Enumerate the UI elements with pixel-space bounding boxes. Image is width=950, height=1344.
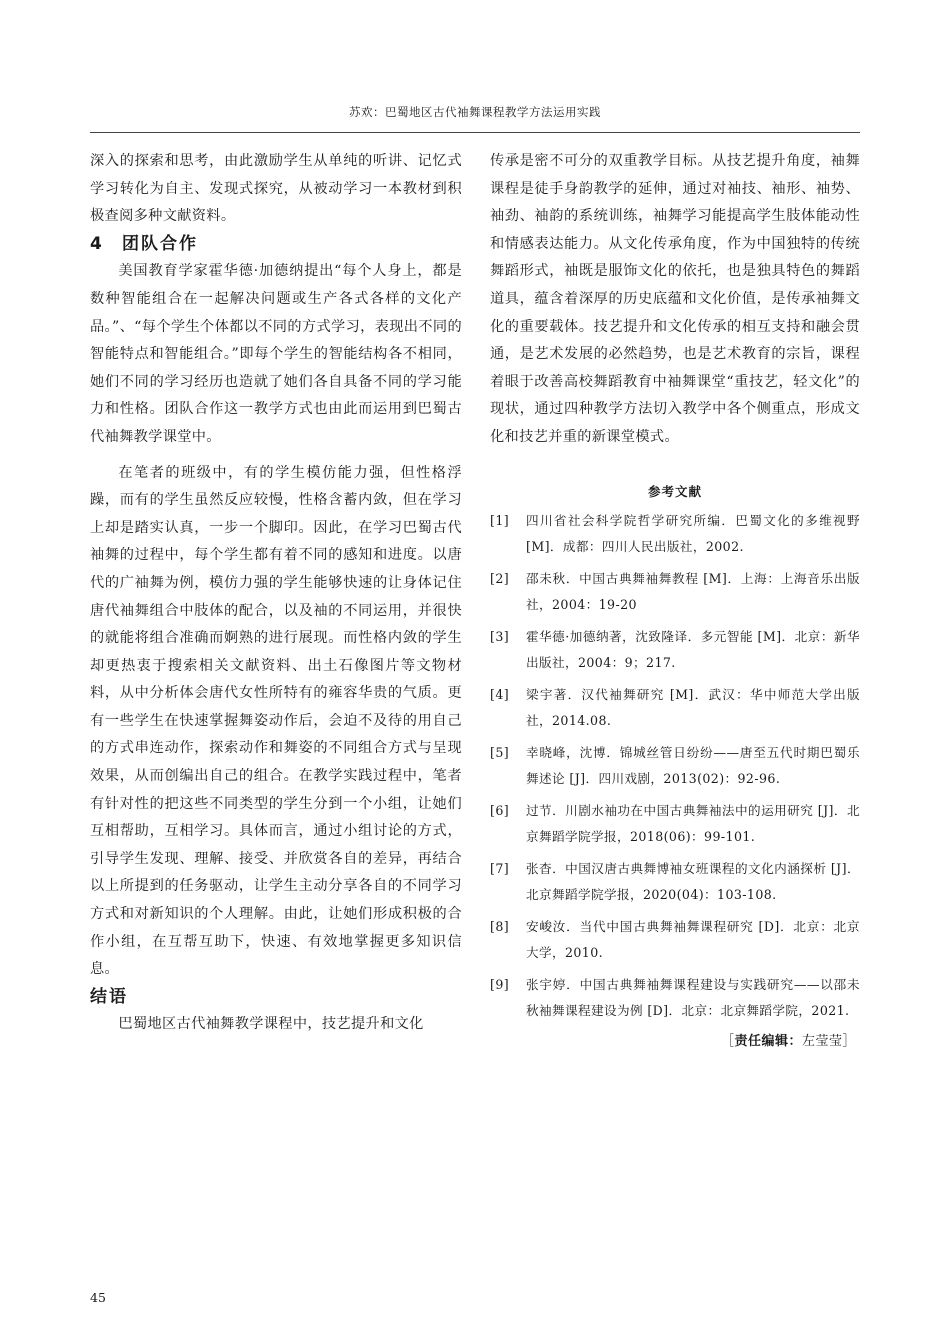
reference-item bbox=[490, 624, 860, 676]
running-title: 苏欢：巴蜀地区古代袖舞课程教学方法运用实践 bbox=[349, 105, 601, 119]
editor-label: 责任编辑： bbox=[734, 1033, 802, 1049]
paragraph-conclusion-cont: 传承是密不可分的双重教学目标。从技艺提升角度，袖舞课程是徒手身韵教学的延伸，通过对袖技、袖形、袖势、袖劲、袖韵的系统训练，袖舞学习能提高学生肢体能动性和情感表达能力。从文化传承角度，作为中国独特的传统舞蹈形式，袖既是服饰文化的依托，也是独具特色的舞蹈道具，蕴含着深厚的历史底蕴和文化价值，是传承袖舞文化的重要载体。技艺提升和文化传承的相互支持和融会贯通，是艺术发展的必然趋势，也是艺术教育的宗旨，课程着眼于改善高校舞蹈教育中袖舞课堂“重技艺，轻文化”的现状，通过四种教学方法切入教学中各个侧重点，形成文化和技艺并重的新课堂模式。 bbox=[490, 153, 860, 445]
editor-credit: ［责任编辑：左莹莹］ bbox=[720, 1033, 856, 1049]
reference-text: 过节．川剧水袖功在中国古典舞袖法中的运用研究 [J]．北京舞蹈学院学报，2018(06)：99-101. bbox=[526, 802, 860, 844]
right-column bbox=[490, 148, 860, 1049]
page-number: 45 bbox=[90, 1290, 106, 1305]
reference-item bbox=[490, 972, 860, 1024]
reference-text: 邵未秋．中国古典舞袖舞教程 [M]．上海：上海音乐出版社，2004：19-20 bbox=[526, 570, 860, 612]
section-title: 团队合作 bbox=[122, 233, 198, 254]
reference-text: 张杳．中国汉唐古典舞博袖女班课程的文化内涵探析 [J]．北京舞蹈学院学报，2020(04)：103-108. bbox=[526, 860, 860, 902]
header-rule bbox=[90, 132, 860, 133]
reference-number: [8] bbox=[490, 918, 510, 934]
reference-text: 幸晓峰，沈博．锦城丝管日纷纷——唐至五代时期巴蜀乐舞述论 [J]．四川戏剧，2013(02)：92-96. bbox=[526, 744, 860, 786]
reference-text: 安峻汝．当代中国古典舞袖舞课程研究 [D]．北京：北京大学，2010. bbox=[526, 918, 860, 960]
reference-text: 霍华德·加德纳著，沈致隆译．多元智能 [M]．北京：新华出版社，2004：9；217. bbox=[526, 628, 860, 670]
reference-item bbox=[490, 682, 860, 734]
reference-number: [1] bbox=[490, 512, 510, 528]
reference-text: 张宇婷．中国古典舞袖舞课程建设与实践研究——以邵未秋袖舞课程建设为例 [D]．北京：北京舞蹈学院，2021. bbox=[526, 976, 860, 1018]
reference-text: 梁宇著．汉代袖舞研究 [M]．武汉：华中师范大学出版社，2014.08. bbox=[526, 686, 860, 728]
section-number: 4 bbox=[90, 233, 102, 254]
reference-item bbox=[490, 914, 860, 966]
reference-item bbox=[490, 740, 860, 792]
editor-name: 左莹莹 bbox=[801, 1033, 843, 1049]
reference-number: [3] bbox=[490, 628, 510, 644]
references-list bbox=[490, 508, 860, 1024]
reference-text: 四川省社会科学院哲学研究所编．巴蜀文化的多维视野 [M]．成都：四川人民出版社，2002. bbox=[526, 512, 860, 554]
paragraph-conclusion-start: 巴蜀地区古代袖舞教学课程中，技艺提升和文化 bbox=[118, 1016, 424, 1033]
paragraph-class: 在笔者的班级中，有的学生模仿能力强，但性格浮躁，而有的学生虽然反应较慢，性格含蓄内敛，但在学习上却是踏实认真，一步一个脚印。因此，在学习巴蜀古代袖舞的过程中，每个学生都有着不同的感知和进度。以唐代的广袖舞为例，模仿力强的学生能够快速的让身体记住唐代袖舞组合中肢体的配合，以及袖的不同运用，并很快的就能将组合准确而婀熟的进行展现。而性格内敛的学生却更热衷于搜索相关文献资料、出土石像图片等文物材料，从中分析体会唐代女性所特有的雍容华贵的气质。更有一些学生在快速掌握舞姿动作后，会迫不及待的用自己的方式串连动作，探索动作和舞姿的不同组合方式与呈现效果，从而创编出自己的组合。在教学实践过程中，笔者有针对性的把这些不同类型的学生分到一个小组，让她们互相帮助，互相学习。具体而言，通过小组讨论的方式，引导学生发现、理解、接受、并欣赏各自的差异，再结合以上所提到的任务驱动，让学生主动分享各自的不同学习方式和对新知识的个人理解。由此，让她们形成积极的合作小组，在互帮互助下，快速、有效地掌握更多知识信息。 bbox=[90, 464, 462, 978]
reference-number: [2] bbox=[490, 570, 510, 586]
references-title: 参考文献 bbox=[647, 483, 702, 499]
paragraph-intro: 深入的探索和思考，由此激励学生从单纯的听讲、记忆式学习转化为自主、发现式探究，从被动学习一本教材到积极查阅多种文献资料。 bbox=[90, 153, 462, 225]
reference-item bbox=[490, 566, 860, 618]
reference-item bbox=[490, 856, 860, 908]
reference-number: [5] bbox=[490, 744, 510, 760]
reference-number: [6] bbox=[490, 802, 510, 818]
section-4-heading bbox=[90, 231, 462, 259]
conclusion-heading: 结语 bbox=[90, 986, 128, 1007]
reference-number: [4] bbox=[490, 686, 510, 702]
paragraph-gardner: 美国教育学家霍华德·加德纳提出“每个人身上，都是数种智能组合在一起解决问题或生产各式各样的文化产品。”、“每个学生个体都以不同的方式学习，表现出不同的智能特点和智能组合。”即每个学生的智能结构各不相同，她们不同的学习经历也造就了她们各自具备不同的学习能力和性格。团队合作这一教学方式也由此而运用到巴蜀古代袖舞教学课堂中。 bbox=[90, 263, 462, 445]
reference-item bbox=[490, 508, 860, 560]
reference-item bbox=[490, 798, 860, 850]
reference-number: [7] bbox=[490, 860, 510, 876]
reference-number: [9] bbox=[490, 976, 510, 992]
left-column bbox=[90, 148, 462, 1039]
